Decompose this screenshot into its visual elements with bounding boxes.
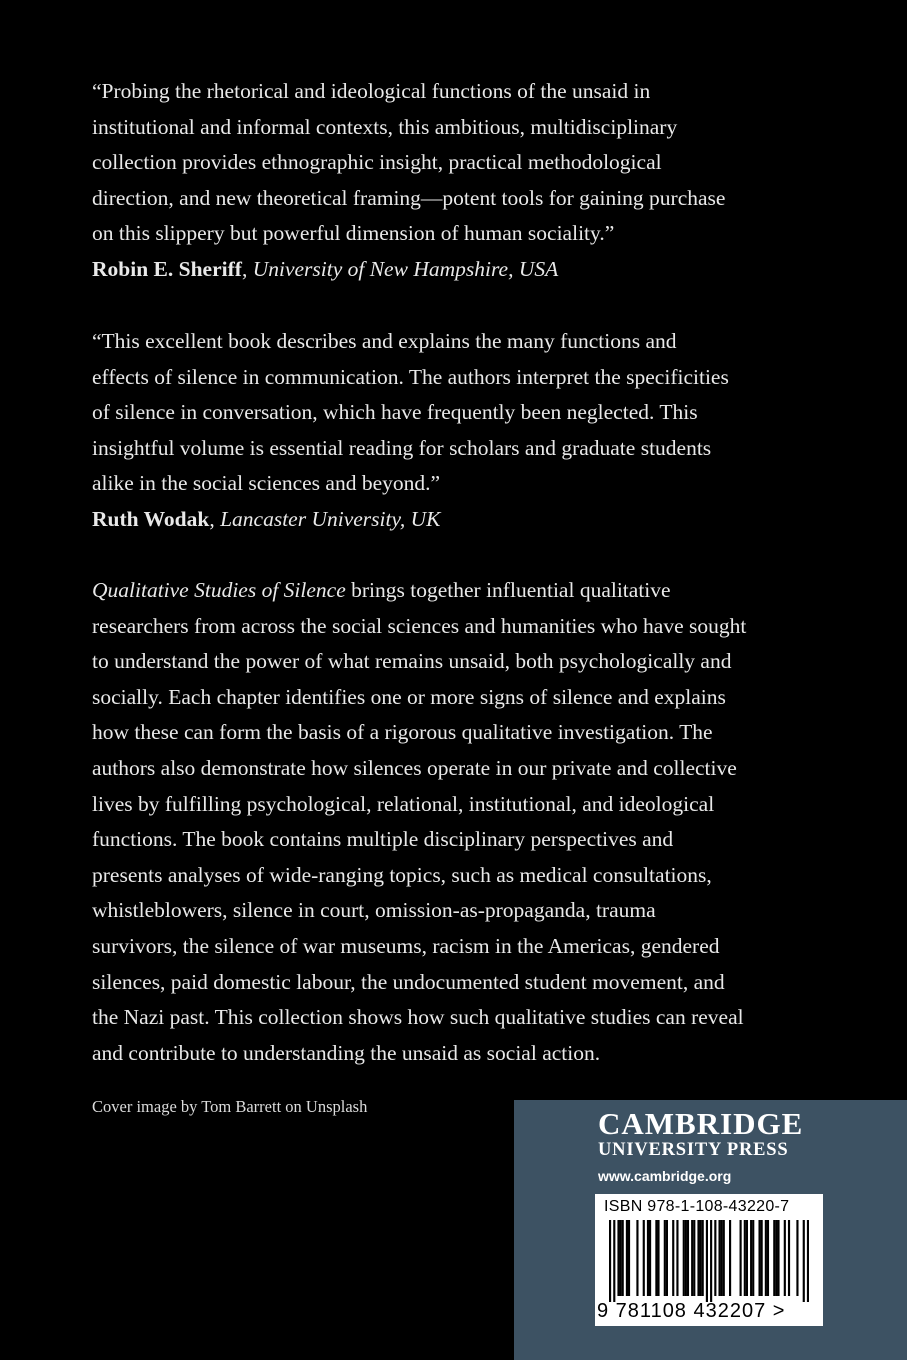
quote-attribution [92, 252, 812, 288]
description-first-line: brings together influential qualitative [345, 578, 671, 602]
barcode-bar [647, 1220, 649, 1296]
description-line: how these can form the basis of a rigorous qualitative investigation. The [92, 720, 713, 745]
barcode-bar [746, 1220, 748, 1296]
barcode-bar [767, 1220, 769, 1296]
publisher-logo-subtitle: UNIVERSITY PRESS [598, 1140, 789, 1160]
quote-line: effects of silence in communication. The authors interpret the specificities [92, 364, 729, 389]
endorser-name: Ruth Wodak [92, 506, 210, 531]
barcode-bar [723, 1220, 725, 1296]
barcode-bar [664, 1220, 666, 1296]
book-description [92, 573, 822, 1071]
barcode-bar [803, 1220, 805, 1302]
barcode-digits: 9 781108 432207 > [597, 1300, 786, 1322]
quote-line: collection provides ethnographic insight, practical methodological [92, 150, 662, 175]
barcode-bar [626, 1220, 628, 1296]
barcode-bar [622, 1220, 624, 1296]
description-line: researchers from across the social sciences and humanities who have sought [92, 613, 747, 638]
quote-line: insightful volume is essential reading for scholars and graduate students [92, 435, 712, 460]
barcode-bar [775, 1220, 777, 1296]
description-line: lives by fulfilling psychological, relational, institutional, and ideological [92, 791, 715, 816]
description-line: and contribute to understanding the unsaid as social action. [92, 1040, 601, 1065]
barcode-bar [655, 1220, 657, 1296]
endorser-affiliation: University of New Hampshire, USA [252, 256, 559, 281]
barcode-bar [672, 1220, 674, 1296]
barcode-bar [788, 1220, 790, 1296]
barcode-bar [643, 1220, 645, 1296]
endorsement-quote-1 [92, 74, 812, 288]
publisher-website: www.cambridge.org [598, 1168, 732, 1184]
barcode-bar [628, 1220, 630, 1296]
barcode-bar [744, 1220, 746, 1296]
barcode-bar [706, 1220, 708, 1302]
book-title: Qualitative Studies of Silence [92, 578, 346, 602]
barcode-bar [666, 1220, 668, 1296]
quote-line: direction, and new theoretical framing—potent tools for gaining purchase [92, 185, 726, 210]
barcode-bar [683, 1220, 685, 1296]
barcode-bar [617, 1220, 619, 1296]
barcode-bar [752, 1220, 754, 1296]
quote-line: institutional and informal contexts, this ambitious, multidisciplinary [92, 114, 678, 139]
barcode-icon [609, 1220, 809, 1302]
barcode-bar [729, 1220, 731, 1296]
barcode-bar [649, 1220, 651, 1296]
quote-line: “This excellent book describes and explains the many functions and [92, 329, 677, 353]
isbn-number: ISBN 978-1-108-43220-7 [604, 1198, 790, 1215]
barcode-bar [657, 1220, 659, 1296]
barcode-bar [773, 1220, 775, 1296]
cover-image-credit: Cover image by Tom Barrett on Unsplash [92, 1097, 368, 1116]
description-line: whistleblowers, silence in court, omission-as-propaganda, trauma [92, 898, 656, 923]
barcode-bar [796, 1220, 798, 1296]
barcode-bar [697, 1220, 699, 1296]
barcode-bar [750, 1220, 752, 1296]
barcode-bar [761, 1220, 763, 1296]
barcode-bar [807, 1220, 809, 1302]
barcode-bar [710, 1220, 712, 1302]
barcode-bar [765, 1220, 767, 1296]
barcode-bar [691, 1220, 693, 1296]
barcode-bar [609, 1220, 611, 1302]
publisher-logo-name: CAMBRIDGE [598, 1106, 804, 1141]
barcode-label [595, 1194, 823, 1326]
barcode-bar [777, 1220, 779, 1296]
endorsement-quote-2 [92, 324, 812, 538]
barcode-bar [758, 1220, 760, 1296]
quote-line: “Probing the rhetorical and ideological functions of the unsaid in [92, 79, 651, 103]
endorser-name: Robin E. Sheriff [92, 256, 242, 281]
barcode-bar [636, 1220, 638, 1296]
barcode-bar [693, 1220, 695, 1296]
description-line: functions. The book contains multiple disciplinary perspectives and [92, 827, 674, 852]
barcode-bar [714, 1220, 716, 1296]
barcode-bar [718, 1220, 720, 1296]
barcode-bar [687, 1220, 689, 1296]
attribution-separator: , [241, 256, 253, 281]
attribution-separator: , [209, 506, 221, 531]
description-line: socially. Each chapter identifies one or more signs of silence and explains [92, 684, 726, 709]
quote-line: of silence in conversation, which have frequently been neglected. This [92, 400, 698, 425]
description-line: silences, paid domestic labour, the undocumented student movement, and [92, 969, 725, 994]
quote-line: alike in the social sciences and beyond.” [92, 471, 441, 496]
barcode-bar [700, 1220, 702, 1296]
barcode-bar [613, 1220, 615, 1302]
description-line [92, 573, 822, 609]
barcode-bar [740, 1220, 742, 1296]
barcode-bar [721, 1220, 723, 1296]
barcode-bar [784, 1220, 786, 1296]
barcode-bar [620, 1220, 622, 1296]
quote-line: on this slippery but powerful dimension of human sociality.” [92, 221, 615, 246]
description-line: the Nazi past. This collection shows how such qualitative studies can reveal [92, 1005, 744, 1030]
description-line: survivors, the silence of war museums, racism in the Americas, gendered [92, 933, 720, 958]
publisher-panel [514, 1100, 907, 1360]
barcode-bar [685, 1220, 687, 1296]
description-line: authors also demonstrate how silences operate in our private and collective [92, 755, 737, 780]
description-line: to understand the power of what remains unsaid, both psychologically and [92, 649, 732, 674]
description-line: presents analyses of wide-ranging topics, such as medical consultations, [92, 862, 712, 887]
barcode-bar [676, 1220, 678, 1296]
endorser-affiliation: Lancaster University, UK [220, 506, 441, 531]
quote-attribution [92, 502, 812, 538]
barcode-bar [702, 1220, 704, 1296]
